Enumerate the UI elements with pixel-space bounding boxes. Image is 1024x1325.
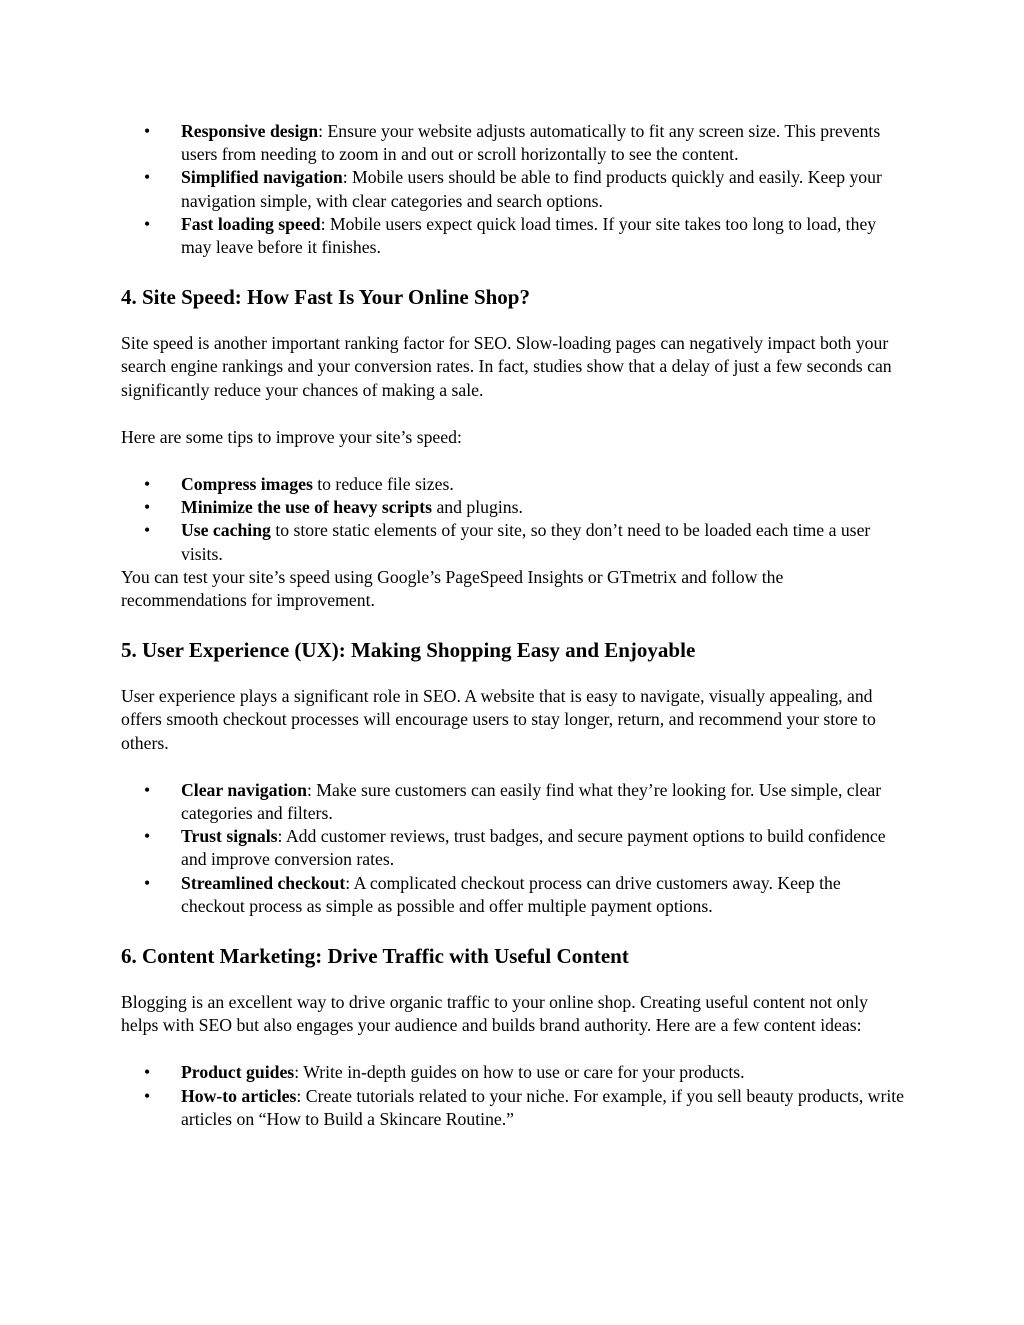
- bullet-icon: •: [144, 520, 151, 541]
- speed-tips-list: [121, 473, 904, 566]
- ux-tips-list: [121, 779, 904, 918]
- content-ideas-list: [121, 1061, 904, 1131]
- item-term: Product guides: [181, 1062, 295, 1083]
- item-text: and plugins.: [436, 497, 523, 518]
- item-term: Clear navigation: [181, 779, 307, 800]
- item-term: Simplified navigation: [181, 167, 343, 188]
- list-item: [121, 519, 904, 565]
- bullet-icon: •: [144, 167, 151, 188]
- item-term: Streamlined checkout: [181, 872, 346, 893]
- bullet-icon: •: [144, 497, 151, 518]
- item-text: Mobile users should be able to find products quickly and easily. Keep your navigation simple, with clear categories and search options.: [181, 167, 882, 211]
- paragraph: User experience plays a significant role in SEO. A website that is easy to navigate, visually appealing, and offers smooth checkout processes will encourage users to stay longer, return, and recommend your store to others.: [121, 686, 876, 753]
- section-heading-content-marketing: 6. Content Marketing: Drive Traffic with Useful Content: [121, 944, 629, 969]
- bullet-icon: •: [144, 1085, 151, 1106]
- item-text: Make sure customers can easily find what they’re looking for. Use simple, clear categories and filters.: [181, 779, 882, 824]
- list-item: [121, 496, 904, 519]
- list-item: • How-to articles: Create tutorials related to your niche. For example, if you sell beauty products, write articles on “How to Build a Skincare Routine.”: [144, 1085, 905, 1129]
- paragraph: Blogging is an excellent way to drive organic traffic to your online shop. Creating useful content not only helps with SEO but also engages your audience and builds brand authority. Here are a few content ideas:: [121, 992, 868, 1036]
- item-term: Responsive design: [181, 121, 319, 141]
- list-item: • Fast loading speed: Mobile users expect quick load times. If your site takes too long to load, they may leave before it finishes.: [144, 213, 877, 258]
- item-term: Use caching: [181, 520, 271, 541]
- list-item: • Responsive design: Ensure your website adjusts automatically to fit any screen size. This prevents users from needing to zoom in and out or scroll horizontally to see the content.: [144, 121, 881, 165]
- item-term: How-to articles: [181, 1085, 297, 1106]
- item-text: to reduce file sizes.: [317, 474, 454, 495]
- item-text: Create tutorials related to your niche. For example, if you sell beauty products, write articles on “How to Build a Skincare Routine.”: [181, 1085, 905, 1129]
- bullet-icon: •: [144, 1062, 151, 1083]
- item-term: Fast loading speed: [181, 213, 321, 234]
- item-text: A complicated checkout process can drive customers away. Keep the checkout process as simple as possible and offer multiple payment options.: [181, 872, 841, 916]
- list-item: • Streamlined checkout: A complicated checkout process can drive customers away. Keep the checkout process as simple as possible and offer multiple payment options.: [144, 872, 841, 916]
- bullet-icon: •: [144, 213, 151, 234]
- list-item: • Product guides: Write in-depth guides on how to use or care for your products.: [121, 1061, 904, 1084]
- paragraph: Here are some tips to improve your site’s speed:: [121, 426, 462, 447]
- list-item: • Simplified navigation: Mobile users should be able to find products quickly and easily. Keep your navigation simple, with clear categories and search options.: [144, 167, 882, 211]
- mobile-tips-list: [121, 120, 904, 259]
- section-heading-site-speed: 4. Site Speed: How Fast Is Your Online Shop?: [121, 285, 530, 310]
- bullet-icon: •: [144, 474, 151, 495]
- paragraph: You can test your site’s speed using Google’s PageSpeed Insights or GTmetrix and follow the recommendations for improvement.: [121, 566, 784, 611]
- item-text: Add customer reviews, trust badges, and secure payment options to build confidence and improve conversion rates.: [181, 826, 886, 870]
- bullet-icon: •: [144, 121, 151, 141]
- item-text: Mobile users expect quick load times. If your site takes too long to load, they may leave before it finishes.: [181, 213, 877, 258]
- list-item: [121, 473, 904, 496]
- item-term: Trust signals: [181, 826, 278, 847]
- paragraph: Site speed is another important ranking factor for SEO. Slow-loading pages can negatively impact both your search engine rankings and your conversion rates. In fact, studies show that a delay of just a few seconds can significantly reduce your chances of making a sale.: [121, 333, 892, 400]
- item-term: Minimize the use of heavy scripts: [181, 497, 433, 518]
- item-text: Ensure your website adjusts automatically to fit any screen size. This prevents users from needing to zoom in and out or scroll horizontally to see the content.: [181, 121, 881, 165]
- bullet-icon: •: [144, 826, 151, 847]
- list-item: • Clear navigation: Make sure customers can easily find what they’re looking for. Use simple, clear categories and filters.: [144, 779, 882, 824]
- item-text: to store static elements of your site, so they don’t need to be loaded each time a user visits.: [181, 520, 871, 564]
- bullet-icon: •: [144, 872, 151, 893]
- item-term: Compress images: [181, 474, 313, 495]
- section-heading-user-experience: 5. User Experience (UX): Making Shopping Easy and Enjoyable: [121, 638, 696, 663]
- bullet-icon: •: [144, 779, 151, 800]
- list-item: • Trust signals: Add customer reviews, trust badges, and secure payment options to build confidence and improve conversion rates.: [144, 826, 886, 870]
- item-text: Write in-depth guides on how to use or care for your products.: [303, 1062, 745, 1083]
